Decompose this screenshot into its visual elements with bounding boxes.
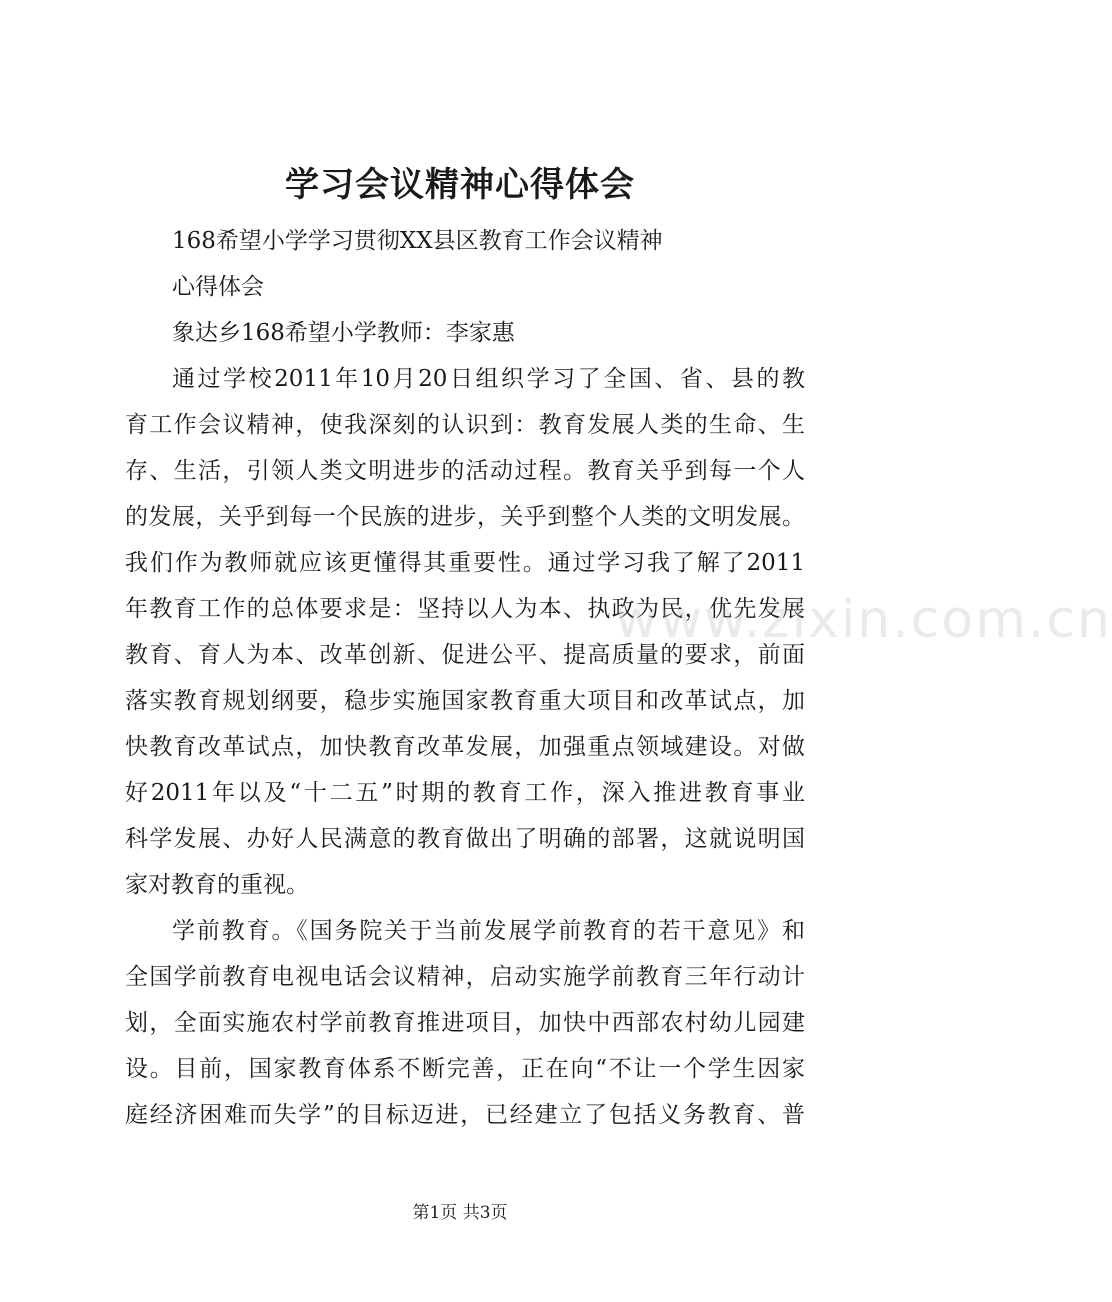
text-line: 庭经济困难而失学”的目标迈进，已经建立了包括义务教育、普 (125, 1102, 805, 1128)
watermark: www.zixin.com.cn (615, 590, 1112, 650)
text-line: 落实教育规划纲要，稳步实施国家教育重大项目和改革试点，加 (125, 688, 805, 714)
page-footer: 第1页 共3页 (412, 1203, 508, 1223)
text-line: 象达乡168希望小学教师：李家惠 (172, 320, 515, 346)
text-line: 学前教育。《国务院关于当前发展学前教育的若干意见》和 (172, 918, 805, 944)
text-line: 全国学前教育电视电话会议精神，启动实施学前教育三年行动计 (125, 964, 805, 990)
text-line: 家对教育的重视。 (125, 872, 309, 898)
text-line: 设。目前，国家教育体系不断完善，正在向“不让一个学生因家 (125, 1056, 805, 1082)
text-line: 的发展，关乎到每一个民族的进步，关乎到整个人类的文明发展。 (125, 504, 805, 530)
text-line: 育工作会议精神，使我深刻的认识到：教育发展人类的生命、生 (125, 412, 805, 438)
text-line: 存、生活，引领人类文明进步的活动过程。教育关乎到每一个人 (125, 458, 805, 484)
text-line: 划，全面实施农村学前教育推进项目，加快中西部农村幼儿园建 (125, 1010, 805, 1036)
text-line: 通过学校2011年10月20日组织学习了全国、省、县的教 (172, 366, 805, 392)
text-line: 168希望小学学习贯彻XX县区教育工作会议精神 (172, 228, 663, 254)
document-title: 学习会议精神心得体会 (285, 165, 635, 205)
text-line: 快教育改革试点，加快教育改革发展，加强重点领域建设。对做 (125, 734, 805, 760)
text-line: 年教育工作的总体要求是：坚持以人为本、执政为民，优先发展 (125, 596, 805, 622)
text-line: 我们作为教师就应该更懂得其重要性。通过学习我了解了2011 (125, 550, 805, 576)
text-line: 心得体会 (172, 274, 264, 300)
text-line: 好2011年以及“十二五”时期的教育工作，深入推进教育事业 (125, 780, 805, 806)
document-body (125, 218, 805, 1138)
text-line: 教育、育人为本、改革创新、促进公平、提高质量的要求，前面 (125, 642, 805, 668)
text-line: 科学发展、办好人民满意的教育做出了明确的部署，这就说明国 (125, 826, 805, 852)
